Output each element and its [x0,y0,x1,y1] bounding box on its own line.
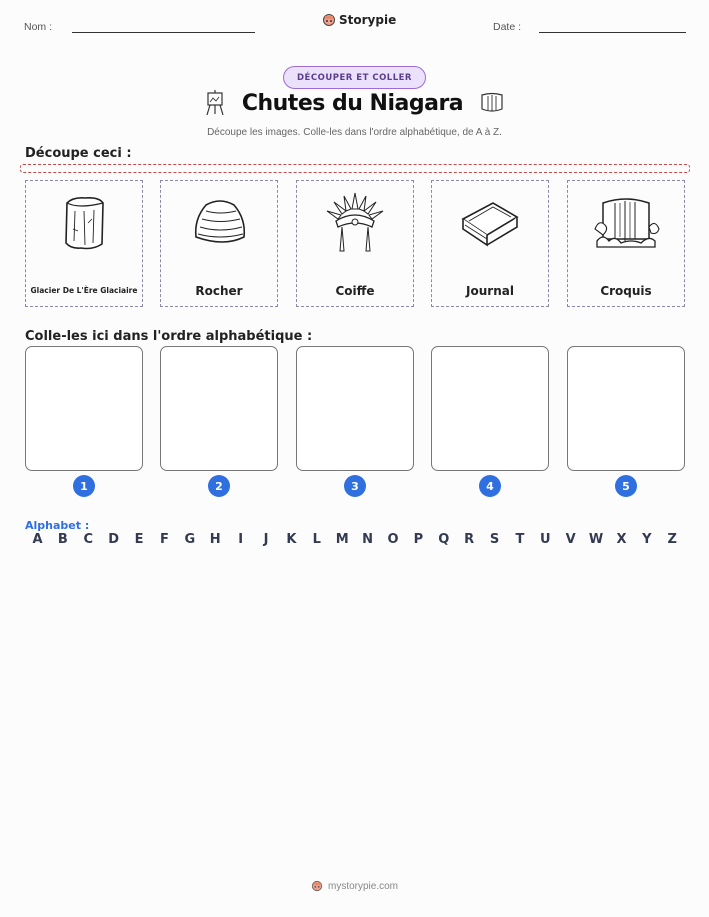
paste-slot-2[interactable] [160,346,278,471]
paste-slot-3[interactable] [296,346,414,471]
name-label: Nom : [24,21,53,33]
card-label: Croquis [600,284,652,298]
paste-slot-5[interactable] [567,346,685,471]
alphabet-letter: Y [642,532,652,547]
activity-badge: DÉCOUPER ET COLLER [283,66,426,89]
alphabet-letter: D [108,532,120,547]
slot-number-badge: 2 [208,475,230,497]
alphabet-letter: L [312,532,321,547]
alphabet-letter: R [464,532,475,547]
alphabet-letter: S [489,532,500,547]
alphabet-letter: W [588,532,604,547]
headdress-icon [320,189,390,257]
date-label: Date : [493,21,522,33]
card-label: Journal [466,284,514,298]
footer [0,880,709,892]
alphabet-letter: X [616,532,627,547]
alphabet-letter: E [134,532,144,547]
cut-section-title: Découpe ceci : [25,146,132,161]
card-label: Glacier De L'Ère Glaciaire [30,286,138,295]
alphabet-letter: N [362,532,374,547]
name-line[interactable] [72,32,255,33]
paste-section-title: Colle-les ici dans l'ordre alphabétique : [25,329,313,344]
alphabet-letter: T [515,532,525,547]
alphabet-letter: I [238,532,244,547]
easel-icon [204,90,226,116]
slot-number-badge: 4 [479,475,501,497]
slot-number-badge: 3 [344,475,366,497]
alphabet-letter: H [209,532,221,547]
cut-card-book[interactable] [431,180,549,307]
alphabet-letter: Z [667,532,677,547]
paste-slot-4[interactable] [431,346,549,471]
alphabet-letter: Q [438,532,450,547]
page-title: Chutes du Niagara [241,90,464,116]
alphabet-title: Alphabet : [25,519,90,532]
alphabet-letter: O [387,532,399,547]
slot-number-badge: 5 [615,475,637,497]
alphabet-letter: V [565,532,576,547]
alphabet-letter: G [184,532,196,547]
glacier-icon [49,189,119,257]
alphabet-letter: A [32,532,43,547]
instructions: Découpe les images. Colle-les dans l'ordre alphabétique, de A à Z. [207,127,502,138]
cut-line [20,164,690,173]
alphabet-letter: P [413,532,424,547]
card-label: Rocher [195,284,243,298]
storypie-mascot-icon [311,880,323,892]
slot-number-badge: 1 [73,475,95,497]
storypie-mascot-icon [322,13,336,27]
footer-url[interactable]: mystorypie.com [327,880,398,892]
card-label: Coiffe [335,284,375,298]
paste-slot-1[interactable] [25,346,143,471]
alphabet-row [25,532,685,547]
waterfall-small-icon [479,91,505,115]
alphabet-letter: B [57,532,68,547]
cut-card-glacier[interactable] [25,180,143,307]
rock-icon [184,189,254,257]
brand-name: Storypie [339,13,397,27]
book-icon [455,189,525,257]
cut-card-sketch[interactable] [567,180,685,307]
alphabet-letter: M [335,532,349,547]
title-row [0,90,709,116]
date-line[interactable] [539,32,686,33]
waterfall-icon [591,189,661,257]
cut-card-rock[interactable] [160,180,278,307]
alphabet-letter: K [286,532,297,547]
alphabet-letter: J [263,532,269,547]
alphabet-letter: U [540,532,551,547]
alphabet-letter: F [160,532,169,547]
cut-card-headdress[interactable] [296,180,414,307]
brand-logo [322,13,396,27]
alphabet-letter: C [83,532,94,547]
